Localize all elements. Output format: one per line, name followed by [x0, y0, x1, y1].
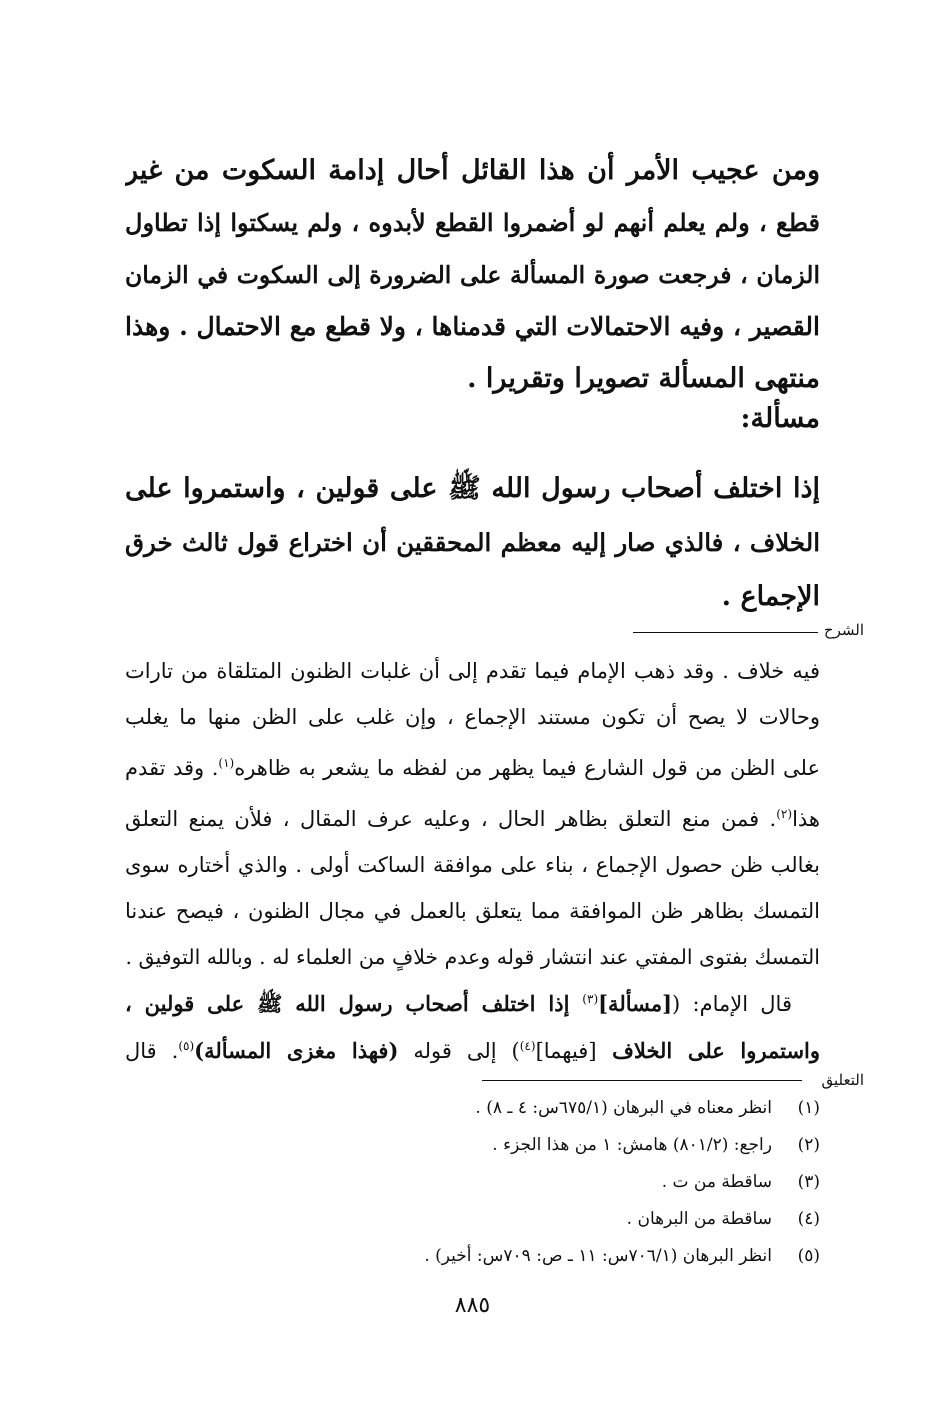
sharh-line: التمسك بظاهر ظن الموافقة مما يتعلق بالعمل في مجال الظنون ، فيصح عندنا	[125, 899, 820, 923]
matn-paragraph	[125, 145, 820, 405]
footnote-number: (٥)	[797, 1246, 820, 1266]
quote-bold-text: (فهذا مغزى المسألة)	[194, 1038, 399, 1063]
footnote-ref[interactable]: (٥)	[178, 1039, 195, 1053]
footnote-item	[125, 1135, 820, 1155]
quote-text: قال الإمام: (	[672, 992, 792, 1016]
matn-line: قطع ، ولم يعلم أنهم لو أضمروا القطع لأبدوه ، ولم يسكتوا إذا تطاول	[125, 208, 820, 237]
footnote-number: (٣)	[797, 1172, 820, 1192]
sharh-text: هذا	[792, 807, 820, 831]
matn-line: الزمان ، فرجعت صورة المسألة على الضرورة إلى السكوت في الزمان	[125, 261, 820, 289]
footnote-number: (١)	[797, 1098, 820, 1118]
sharh-line: وحالات لا يصح أن تكون مستند الإجماع ، وإن غلب على الظن منها ما يغلب	[125, 705, 820, 729]
quote-bold-text: واستمروا على الخلاف	[596, 1038, 820, 1063]
quote-text: . قال	[125, 1039, 179, 1063]
sharh-text: . وقد تقدم	[125, 756, 219, 780]
footnote-text: انظر معناه في البرهان (٦٧٥/١س: ٤ ـ ٨) .	[475, 1098, 772, 1118]
matn-line: الإجماع .	[721, 581, 820, 612]
footnote-item	[125, 1098, 820, 1118]
quote-text: [فيهما]	[535, 1039, 597, 1063]
footnote-text: راجع: (٨٠١/٢) هامش: ١ من هذا الجزء .	[492, 1135, 772, 1155]
sharh-line: التمسك بفتوى المفتي عند انتشار قوله وعدم خلافٍ من العلماء له . وبالله التوفيق .	[125, 945, 820, 969]
matn-line: إذا اختلف أصحاب رسول الله ﷺ على قولين ، واستمروا على	[125, 473, 820, 504]
quote-bold-text: [مسألة]	[598, 991, 673, 1016]
matn-line: الخلاف ، فالذي صار إليه معظم المحققين أن اختراع قول ثالث خرق	[125, 528, 820, 557]
sharh-line	[125, 791, 820, 842]
sharh-text: على الظن من قول الشارع فيما يظهر من لفظه ما يشعر به ظاهره	[234, 756, 820, 780]
matn-line: منتهى المسألة تصويرا وتقريرا .	[467, 363, 820, 394]
footnote-text: انظر البرهان (٧٠٦/١س: ١١ ـ ص: ٧٠٩س: أخير) .	[424, 1246, 772, 1266]
sharh-line	[125, 740, 820, 791]
sharh-label: الشرح	[823, 621, 864, 639]
matn-line: القصير ، وفيه الاحتمالات التي قدمناها ، ولا قطع مع الاحتمال . وهذا	[125, 312, 820, 341]
imam-quote-paragraph	[125, 978, 820, 1072]
footnote-ref[interactable]: (١)	[218, 756, 235, 770]
page-number: ٨٨٥	[454, 1293, 491, 1318]
footnote-item	[125, 1209, 820, 1229]
sharh-divider	[633, 632, 818, 633]
sharh-paragraph	[125, 648, 820, 980]
quote-bold-text: إذا اختلف أصحاب رسول الله ﷺ على قولين ،	[125, 991, 583, 1016]
section-heading: مسألة:	[740, 403, 820, 434]
footnote-number: (٤)	[797, 1209, 820, 1229]
quote-line	[125, 1025, 820, 1072]
quote-text: ) إلى قوله	[398, 1039, 520, 1063]
taliq-divider	[482, 1080, 802, 1081]
sharh-line: بغالب ظن حصول الإجماع ، بناء على موافقة الساكت أولى . والذي أختاره سوى	[125, 853, 820, 877]
footnote-ref[interactable]: (٣)	[582, 992, 599, 1006]
sharh-line: فيه خلاف . وقد ذهب الإمام فيما تقدم إلى أن غلبات الظنون المتلقاة من تارات	[125, 659, 820, 683]
footnote-number: (٢)	[797, 1135, 820, 1155]
taliq-label: التعليق	[821, 1071, 864, 1089]
sharh-text: . فمن منع التعلق بظاهر الحال ، وعليه عرف المقال ، فلأن يمنع التعلق	[125, 807, 777, 831]
footnote-item	[125, 1172, 820, 1192]
footnote-ref[interactable]: (٤)	[519, 1039, 536, 1053]
matn-masala-paragraph	[125, 462, 820, 624]
footnote-text: ساقطة من البرهان .	[626, 1209, 772, 1229]
matn-line: ومن عجيب الأمر أن هذا القائل أحال إدامة السكوت من غير	[125, 155, 820, 186]
footnote-item	[125, 1246, 820, 1266]
footnote-text: ساقطة من ت .	[661, 1172, 772, 1192]
footnote-ref[interactable]: (٢)	[776, 807, 793, 821]
quote-line	[125, 978, 820, 1025]
